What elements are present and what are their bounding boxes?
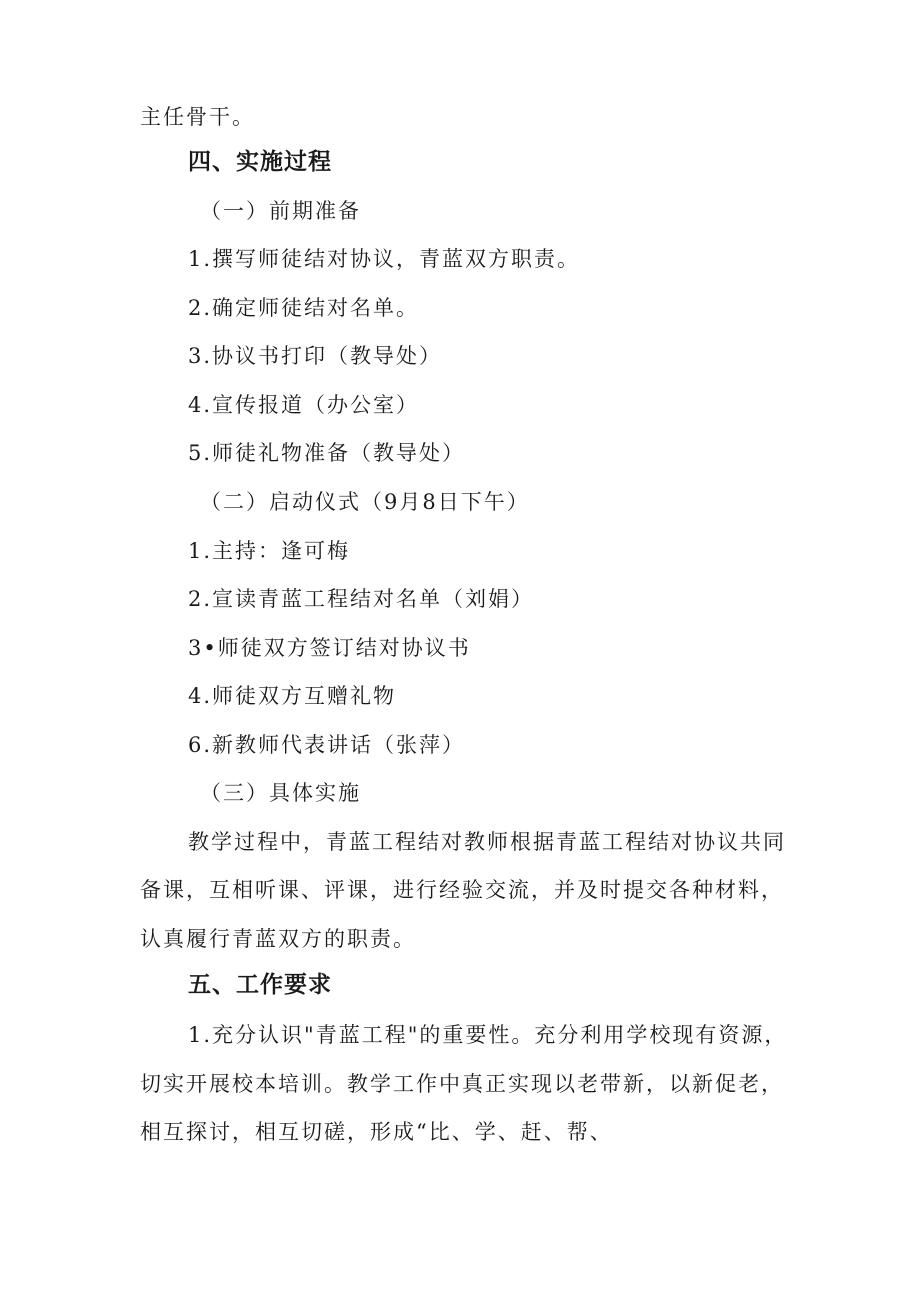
- list-item: 3•师徒双方签订结对协议书: [188, 636, 471, 660]
- paragraph-line: 教学过程中，青蓝工程结对教师根据青蓝工程结对协议共同: [188, 830, 786, 854]
- list-item: 2.确定师徒结对名单。: [188, 296, 420, 320]
- list-item: 1.主持：逢可梅: [188, 539, 351, 563]
- paragraph-line: 切实开展校本培训。教学工作中真正实现以老带新，以新促老，: [140, 1072, 784, 1096]
- paragraph-line: 相互探讨，相互切磋，形成“比、学、赶、帮、: [140, 1120, 613, 1144]
- list-item: 6.新教师代表讲话（张萍）: [188, 733, 466, 757]
- subsection-title-preparation: （一）前期准备: [200, 199, 361, 223]
- section-heading-implementation: 四、实施过程: [188, 149, 332, 175]
- list-item: 4.宣传报道（办公室）: [188, 393, 420, 417]
- subsection-title-implementation: （三）具体实施: [200, 781, 361, 805]
- list-item: 1.撰写师徒结对协议，青蓝双方职责。: [188, 247, 581, 271]
- list-item: 4.师徒双方互赠礼物: [188, 684, 397, 708]
- list-item: 3.协议书打印（教导处）: [188, 344, 443, 368]
- list-item: 5.师徒礼物准备（教导处）: [188, 441, 466, 465]
- section-heading-requirements: 五、工作要求: [188, 972, 332, 998]
- subsection-title-ceremony: （二）启动仪式（9月8日下午）: [200, 490, 530, 514]
- paragraph-line: 1.充分认识"青蓝工程"的重要性。充分利用学校现有资源，: [188, 1023, 788, 1047]
- paragraph-line: 备课，互相听课、评课，进行经验交流，并及时提交各种材料，: [140, 878, 784, 902]
- list-item: 2.宣读青蓝工程结对名单（刘娟）: [188, 587, 535, 611]
- paragraph-line: 认真履行青蓝双方的职责。: [140, 927, 416, 951]
- paragraph-continuation: 主任骨干。: [140, 105, 255, 129]
